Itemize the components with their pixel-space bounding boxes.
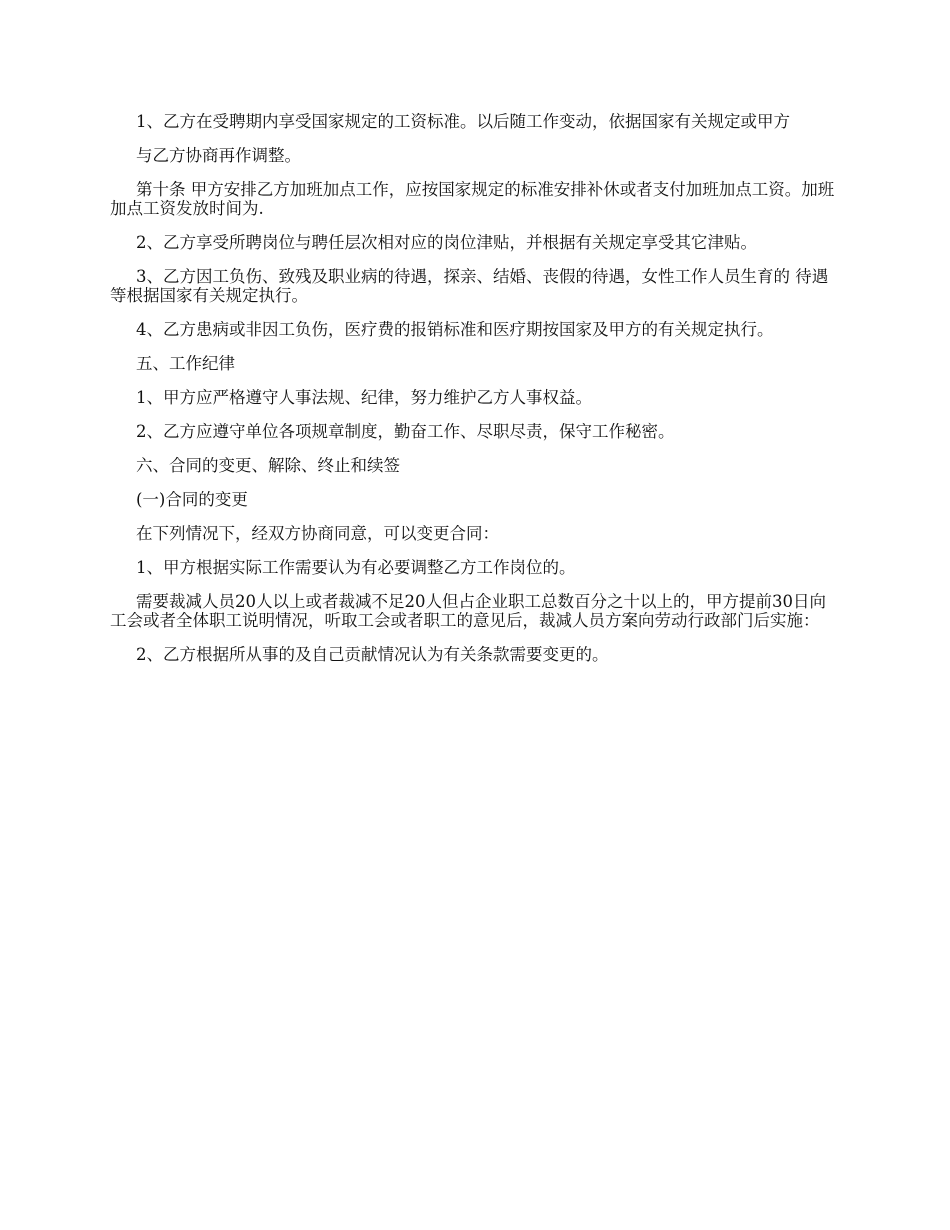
paragraph-article-ten-overtime: 第十条 甲方安排乙方加班加点工作，应按国家规定的标准安排补休或者支付加班加点工资。加班加点工资发放时间为.	[110, 180, 835, 218]
paragraph-medical-expenses: 4、乙方患病或非因工负伤，医疗费的报销标准和医疗期按国家及甲方的有关规定执行。	[136, 320, 774, 339]
document-body	[110, 112, 840, 679]
section-heading-contract-changes: 六、合同的变更、解除、终止和续签	[136, 456, 400, 475]
paragraph-workforce-reduction: 需要裁减人员20人以上或者裁减不足20人但占企业职工总数百分之十以上的，甲方提前30日向工会或者全体职工说明情况，听取工会或者职工的意见后，裁减人员方案向劳动行政部门后实施：	[110, 592, 826, 630]
paragraph-terms-change-request: 2、乙方根据所从事的及自己贡献情况认为有关条款需要变更的。	[136, 645, 609, 664]
paragraph-party-b-obligations: 2、乙方应遵守单位各项规章制度，勤奋工作、尽职尽责，保守工作秘密。	[136, 422, 675, 441]
paragraph-modification-conditions: 在下列情况下，经双方协商同意，可以变更合同：	[136, 524, 499, 543]
paragraph-position-allowance: 2、乙方享受所聘岗位与聘任层次相对应的岗位津贴，并根据有关规定享受其它津贴。	[136, 233, 757, 252]
paragraph-salary-adjustment: 与乙方协商再作调整。	[136, 146, 301, 165]
paragraph-injury-benefits: 3、乙方因工负伤、致残及职业病的待遇，探亲、结婚、丧假的待遇，女性工作人员生育的 待遇等根据国家有关规定执行。	[110, 267, 829, 305]
section-heading-work-discipline: 五、工作纪律	[136, 354, 235, 373]
paragraph-position-adjustment: 1、甲方根据实际工作需要认为有必要调整乙方工作岗位的。	[136, 558, 576, 577]
subsection-heading-contract-modification: (一)合同的变更	[136, 490, 248, 509]
paragraph-salary-standard: 1、乙方在受聘期内享受国家规定的工资标准。以后随工作变动，依据国家有关规定或甲方	[136, 112, 790, 131]
paragraph-party-a-obligations: 1、甲方应严格遵守人事法规、纪律，努力维护乙方人事权益。	[136, 388, 592, 407]
